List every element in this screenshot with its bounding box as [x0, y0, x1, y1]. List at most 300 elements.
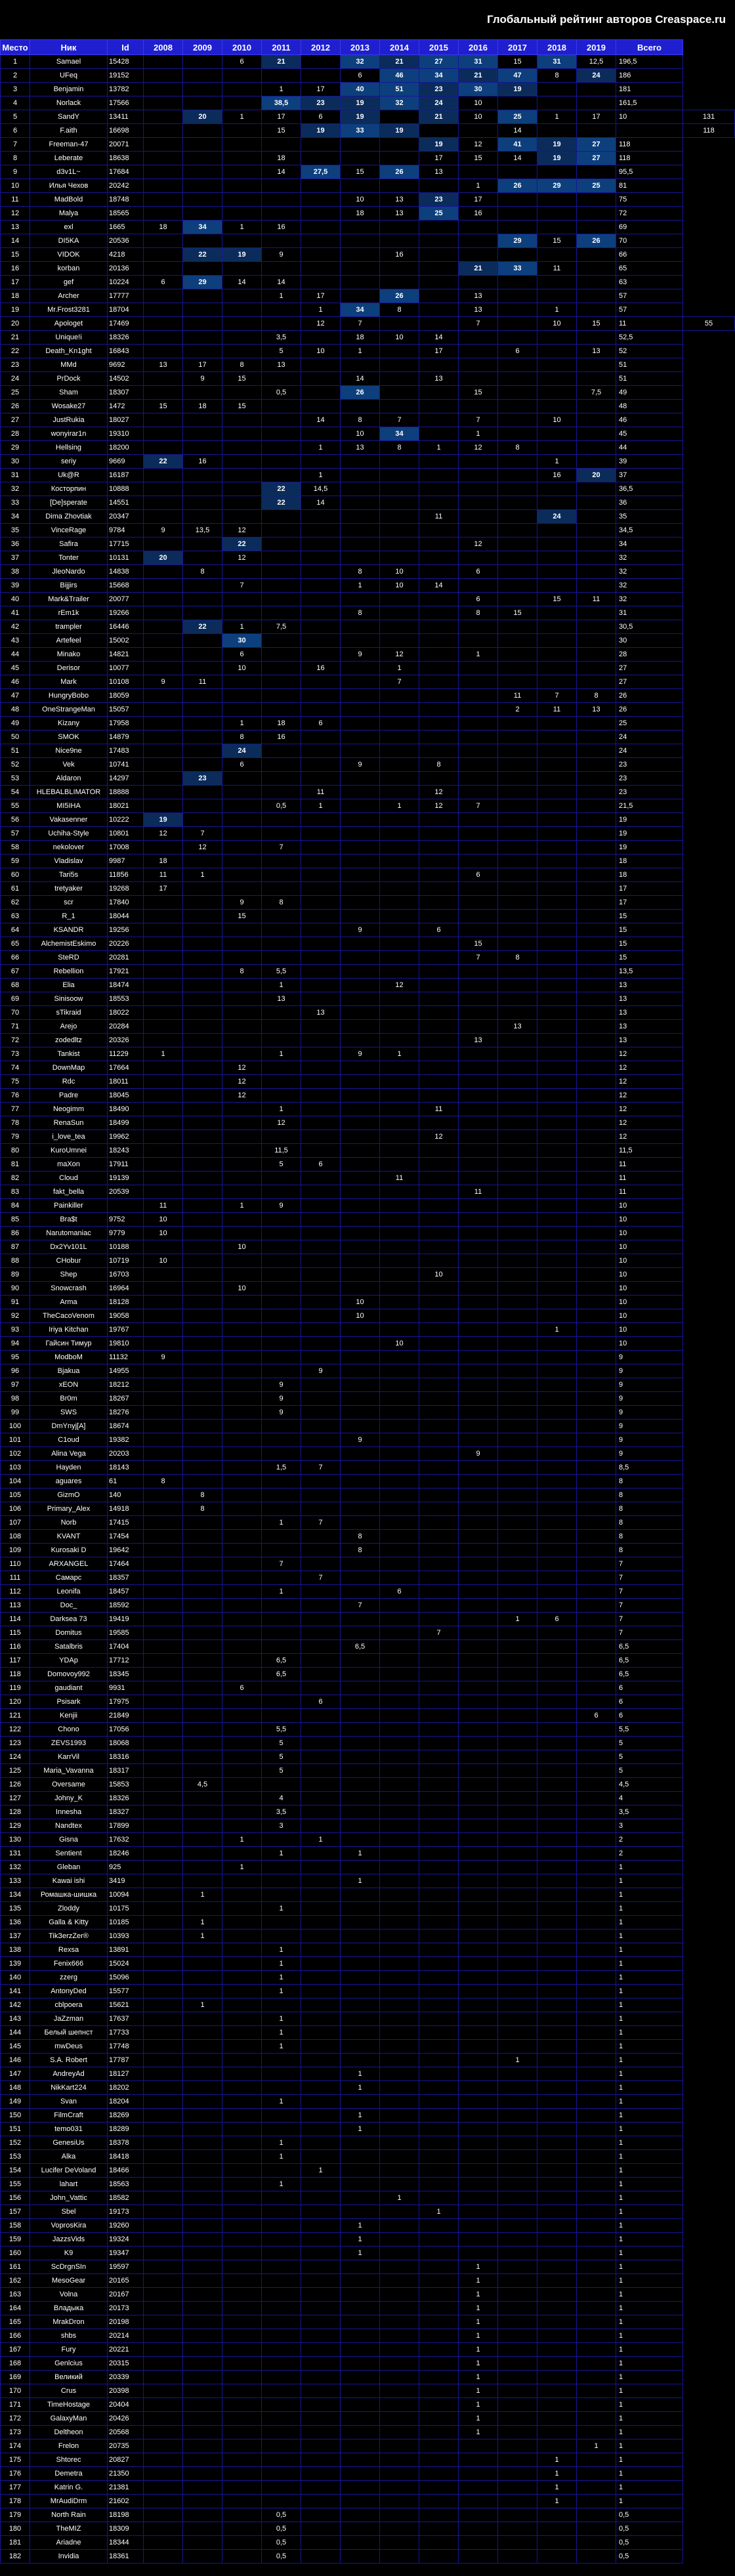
table-cell [144, 1985, 183, 1998]
table-cell [537, 868, 577, 882]
table-cell: 7 [616, 1557, 683, 1571]
table-cell [459, 496, 498, 510]
table-cell: VIDOK [30, 248, 108, 262]
table-cell [341, 551, 380, 565]
table-cell [341, 1502, 380, 1516]
table-cell: 137 [1, 1930, 30, 1943]
table-cell [537, 1654, 577, 1668]
table-cell: scr [30, 896, 108, 910]
table-row [1, 813, 735, 827]
table-cell [301, 2412, 341, 2426]
table-cell: 36,5 [616, 482, 683, 496]
table-cell [341, 634, 380, 648]
table-cell [183, 2384, 222, 2398]
table-row [1, 1585, 735, 1599]
table-cell [380, 1737, 419, 1750]
table-cell: 6,5 [262, 1668, 301, 1681]
table-cell [459, 662, 498, 675]
table-cell [301, 1998, 341, 2012]
table-cell [144, 110, 183, 124]
table-cell [419, 317, 459, 331]
table-cell [498, 1764, 537, 1778]
table-cell: 18 [262, 717, 301, 730]
table-cell [262, 69, 301, 83]
table-cell [341, 1792, 380, 1805]
table-cell [380, 1475, 419, 1489]
table-cell [222, 83, 262, 96]
table-cell [537, 1695, 577, 1709]
table-cell [262, 469, 301, 482]
table-cell: 17469 [108, 317, 144, 331]
table-cell [537, 2412, 577, 2426]
table-cell [419, 937, 459, 951]
table-cell [262, 1709, 301, 1723]
table-cell [301, 2343, 341, 2357]
table-cell [222, 992, 262, 1006]
table-cell: Самарс [30, 1571, 108, 1585]
table-cell [341, 1737, 380, 1750]
table-cell [459, 1640, 498, 1654]
table-cell [459, 510, 498, 524]
table-row [1, 1668, 735, 1681]
table-cell: Косторпин [30, 482, 108, 496]
table-cell [459, 1158, 498, 1172]
table-cell [144, 2412, 183, 2426]
table-cell: 9 [616, 1378, 683, 1392]
table-cell [498, 1089, 537, 1103]
table-cell: 161 [1, 2260, 30, 2274]
table-cell [380, 2109, 419, 2122]
table-cell [380, 1433, 419, 1447]
table-cell: 63 [616, 276, 683, 289]
table-cell: 160 [1, 2247, 30, 2260]
table-cell [459, 400, 498, 413]
table-cell [498, 2384, 537, 2398]
table-cell [144, 620, 183, 634]
table-cell: 8 [183, 1489, 222, 1502]
table-row [1, 1420, 735, 1433]
table-cell [183, 193, 222, 207]
table-cell: 26 [498, 179, 537, 193]
table-cell [498, 1185, 537, 1199]
table-cell: 0,5 [616, 2536, 683, 2550]
table-cell [301, 1185, 341, 1199]
table-cell [380, 2343, 419, 2357]
table-cell: Lucifer DeVoland [30, 2164, 108, 2178]
table-cell [222, 2012, 262, 2026]
table-cell [459, 1723, 498, 1737]
table-cell [577, 634, 616, 648]
table-cell: 13891 [108, 1943, 144, 1957]
table-cell: 60 [1, 868, 30, 882]
table-cell [577, 1764, 616, 1778]
table-cell: 1 [616, 1930, 683, 1943]
table-cell [301, 882, 341, 896]
table-cell: 167 [1, 2343, 30, 2357]
table-cell [419, 1930, 459, 1943]
table-cell [301, 2508, 341, 2522]
table-cell: 14 [498, 152, 537, 165]
table-cell: 86 [1, 1227, 30, 1240]
table-cell [262, 1998, 301, 2012]
table-cell [341, 730, 380, 744]
table-cell [537, 675, 577, 689]
table-cell [183, 1158, 222, 1172]
table-row [1, 786, 735, 799]
table-cell: 1 [262, 1103, 301, 1116]
table-row [1, 1447, 735, 1461]
table-cell [301, 1282, 341, 1296]
table-cell [341, 1557, 380, 1571]
table-cell: 15 [222, 400, 262, 413]
table-cell: 129 [1, 1819, 30, 1833]
table-row [1, 772, 735, 786]
table-cell [577, 1557, 616, 1571]
table-cell [577, 2136, 616, 2150]
table-cell [183, 207, 222, 221]
table-cell [144, 1668, 183, 1681]
table-cell [459, 2247, 498, 2260]
table-cell: 1 [616, 2219, 683, 2233]
table-cell [301, 648, 341, 662]
table-cell: 32 [1, 482, 30, 496]
table-cell: 46 [380, 69, 419, 83]
table-cell [380, 827, 419, 841]
table-row [1, 165, 735, 179]
table-cell: 10 [459, 110, 498, 124]
table-cell [459, 1420, 498, 1433]
table-cell: 179 [1, 2508, 30, 2522]
table-cell [301, 510, 341, 524]
table-cell [537, 2329, 577, 2343]
table-cell [459, 1709, 498, 1723]
table-cell [262, 193, 301, 207]
table-cell: Wosake27 [30, 400, 108, 413]
table-cell: Demetra [30, 2467, 108, 2481]
table-row [1, 1020, 735, 1034]
table-cell [380, 1254, 419, 1268]
table-row [1, 2522, 735, 2536]
table-cell [301, 358, 341, 372]
table-cell [341, 138, 380, 152]
table-cell: 8 [341, 606, 380, 620]
table-cell [144, 124, 183, 138]
table-cell: 71 [1, 1020, 30, 1034]
table-cell [459, 1282, 498, 1296]
table-cell [419, 910, 459, 923]
table-cell: 10 [144, 1254, 183, 1268]
table-cell [577, 207, 616, 221]
table-cell: d3v1L~ [30, 165, 108, 179]
table-cell: 10077 [108, 662, 144, 675]
table-cell: 46 [1, 675, 30, 689]
table-cell [577, 2453, 616, 2467]
table-cell [301, 262, 341, 276]
table-cell: 61 [1, 882, 30, 896]
table-cell: 18345 [108, 1668, 144, 1681]
table-cell [341, 276, 380, 289]
table-row [1, 2467, 735, 2481]
table-cell: 37 [1, 551, 30, 565]
table-cell [144, 1916, 183, 1930]
table-cell [262, 1240, 301, 1254]
table-cell [459, 703, 498, 717]
table-cell [577, 1130, 616, 1144]
table-cell [301, 1585, 341, 1599]
table-cell [144, 2150, 183, 2164]
table-cell [301, 1819, 341, 1833]
table-cell [144, 2481, 183, 2495]
table-cell [419, 496, 459, 510]
table-cell: Cloud [30, 1172, 108, 1185]
table-cell: 6 [301, 1158, 341, 1172]
table-cell [537, 1420, 577, 1433]
table-cell [459, 730, 498, 744]
table-cell [341, 2095, 380, 2109]
table-cell: 8 [1, 152, 30, 165]
table-cell [262, 882, 301, 896]
table-cell [262, 1185, 301, 1199]
table-cell: 1 [616, 2026, 683, 2040]
table-cell [498, 496, 537, 510]
table-cell [341, 1061, 380, 1075]
table-cell [301, 1309, 341, 1323]
table-cell: 21 [380, 55, 419, 69]
table-cell [380, 221, 419, 234]
table-cell [301, 1778, 341, 1792]
table-cell: 1 [616, 2067, 683, 2081]
table-cell [380, 1406, 419, 1420]
table-cell [380, 1447, 419, 1461]
table-cell [341, 992, 380, 1006]
table-cell [459, 2439, 498, 2453]
table-cell [419, 2109, 459, 2122]
table-cell [183, 1089, 222, 1103]
table-cell [183, 1585, 222, 1599]
table-cell [301, 2178, 341, 2191]
table-cell: Volna [30, 2288, 108, 2302]
table-cell [498, 2191, 537, 2205]
table-cell [577, 1971, 616, 1985]
table-cell [341, 524, 380, 538]
table-cell: 18 [616, 868, 683, 882]
table-cell: 7 [616, 1585, 683, 1599]
table-cell [537, 331, 577, 345]
table-cell [419, 1185, 459, 1199]
table-cell: 15 [616, 937, 683, 951]
table-cell [459, 1502, 498, 1516]
table-cell [498, 1833, 537, 1847]
table-cell: 1 [183, 1998, 222, 2012]
table-cell [301, 813, 341, 827]
table-cell: 18361 [108, 2550, 144, 2564]
table-cell [419, 524, 459, 538]
table-cell: 9987 [108, 855, 144, 868]
table-cell: 18198 [108, 2508, 144, 2522]
table-cell [380, 1833, 419, 1847]
table-cell [498, 2412, 537, 2426]
column-header: 2010 [222, 40, 262, 55]
table-cell [380, 2040, 419, 2054]
table-cell: 11 [419, 1103, 459, 1116]
table-cell [380, 1089, 419, 1103]
table-cell: 1 [498, 2054, 537, 2067]
table-cell: 15 [262, 124, 301, 138]
table-cell: 1 [616, 2178, 683, 2191]
table-cell [380, 1916, 419, 1930]
table-cell [577, 1406, 616, 1420]
table-row [1, 1957, 735, 1971]
table-cell [222, 1750, 262, 1764]
table-cell: 13 [459, 1034, 498, 1047]
table-cell [537, 717, 577, 730]
table-cell [222, 1998, 262, 2012]
table-cell: K9 [30, 2247, 108, 2260]
table-cell: 0,5 [262, 2508, 301, 2522]
table-cell [341, 1034, 380, 1047]
table-cell [577, 1227, 616, 1240]
table-cell: 25 [616, 717, 683, 730]
table-cell [144, 2439, 183, 2453]
table-cell [183, 2095, 222, 2109]
table-cell [144, 1723, 183, 1737]
table-cell [144, 1833, 183, 1847]
table-cell: 6,5 [616, 1654, 683, 1668]
table-cell [537, 1268, 577, 1282]
table-cell [498, 2426, 537, 2439]
table-cell [537, 565, 577, 579]
table-cell: 18457 [108, 1585, 144, 1599]
table-cell [459, 234, 498, 248]
table-cell [222, 1792, 262, 1805]
table-cell: 16 [1, 262, 30, 276]
table-cell [380, 1723, 419, 1737]
table-cell [459, 1599, 498, 1613]
table-cell: 14502 [108, 372, 144, 386]
table-cell [459, 2205, 498, 2219]
table-cell: 3419 [108, 1874, 144, 1888]
table-cell [262, 317, 301, 331]
table-cell [301, 992, 341, 1006]
table-cell [341, 400, 380, 413]
table-cell [222, 262, 262, 276]
table-cell: 21,5 [616, 799, 683, 813]
table-cell [459, 2012, 498, 2026]
table-cell: 1 [183, 868, 222, 882]
table-cell: 13 [262, 358, 301, 372]
table-cell [262, 827, 301, 841]
table-cell: 175 [1, 2453, 30, 2467]
table-cell [183, 165, 222, 179]
table-cell [537, 524, 577, 538]
table-row [1, 2426, 735, 2439]
table-cell [459, 1998, 498, 2012]
table-row [1, 2495, 735, 2508]
table-cell [419, 827, 459, 841]
table-cell [144, 2054, 183, 2067]
table-cell: 10224 [108, 276, 144, 289]
table-cell [144, 1406, 183, 1420]
table-cell: VoprosKira [30, 2219, 108, 2233]
table-cell [380, 1599, 419, 1613]
table-cell: F.aith [30, 124, 108, 138]
table-cell [262, 1420, 301, 1433]
table-cell: 9 [262, 248, 301, 262]
table-cell [222, 1737, 262, 1750]
table-cell: 6,5 [616, 1668, 683, 1681]
table-cell [183, 83, 222, 96]
table-cell [183, 1351, 222, 1364]
table-cell [341, 1668, 380, 1681]
table-cell [341, 2136, 380, 2150]
table-cell [459, 1750, 498, 1764]
table-row [1, 1116, 735, 1130]
table-cell [419, 1985, 459, 1998]
table-cell [459, 1516, 498, 1530]
table-cell: 2 [616, 1833, 683, 1847]
table-cell: 2 [498, 703, 537, 717]
table-cell [144, 1502, 183, 1516]
table-cell [341, 2040, 380, 2054]
table-cell [262, 1296, 301, 1309]
table-cell [419, 1874, 459, 1888]
table-cell: GalaxyMan [30, 2412, 108, 2426]
table-cell: 15096 [108, 1971, 144, 1985]
table-cell [419, 1585, 459, 1599]
table-cell: 32 [380, 96, 419, 110]
table-cell: 17464 [108, 1557, 144, 1571]
table-cell: 6,5 [341, 1640, 380, 1654]
table-cell [341, 496, 380, 510]
table-cell [341, 221, 380, 234]
table-cell: Derisor [30, 662, 108, 675]
table-cell: Neogimm [30, 1103, 108, 1116]
table-cell [577, 276, 616, 289]
table-cell [498, 565, 537, 579]
table-cell [222, 827, 262, 841]
table-cell: 12 [616, 1130, 683, 1144]
table-row [1, 1144, 735, 1158]
table-cell [380, 786, 419, 799]
table-cell: 15853 [108, 1778, 144, 1792]
table-cell [537, 579, 577, 593]
table-cell [222, 2122, 262, 2136]
table-cell: 6 [144, 276, 183, 289]
table-cell [144, 2384, 183, 2398]
table-cell [222, 441, 262, 455]
table-cell: 130 [1, 1833, 30, 1847]
table-cell: 17684 [108, 165, 144, 179]
table-cell [222, 1103, 262, 1116]
table-cell: 1 [537, 1323, 577, 1337]
table-cell [183, 1006, 222, 1020]
table-cell [419, 1116, 459, 1130]
table-cell [341, 2150, 380, 2164]
table-row [1, 538, 735, 551]
table-cell [341, 2508, 380, 2522]
table-cell: 1 [341, 2122, 380, 2136]
table-cell: 50 [1, 730, 30, 744]
table-cell: mwDeus [30, 2040, 108, 2054]
table-cell: Nandtex [30, 1819, 108, 1833]
table-cell [380, 2233, 419, 2247]
table-cell [341, 1764, 380, 1778]
table-cell: 6 [341, 69, 380, 83]
table-cell: 17921 [108, 965, 144, 979]
table-cell [144, 2247, 183, 2260]
table-cell [341, 620, 380, 634]
table-cell: 1 [616, 1874, 683, 1888]
